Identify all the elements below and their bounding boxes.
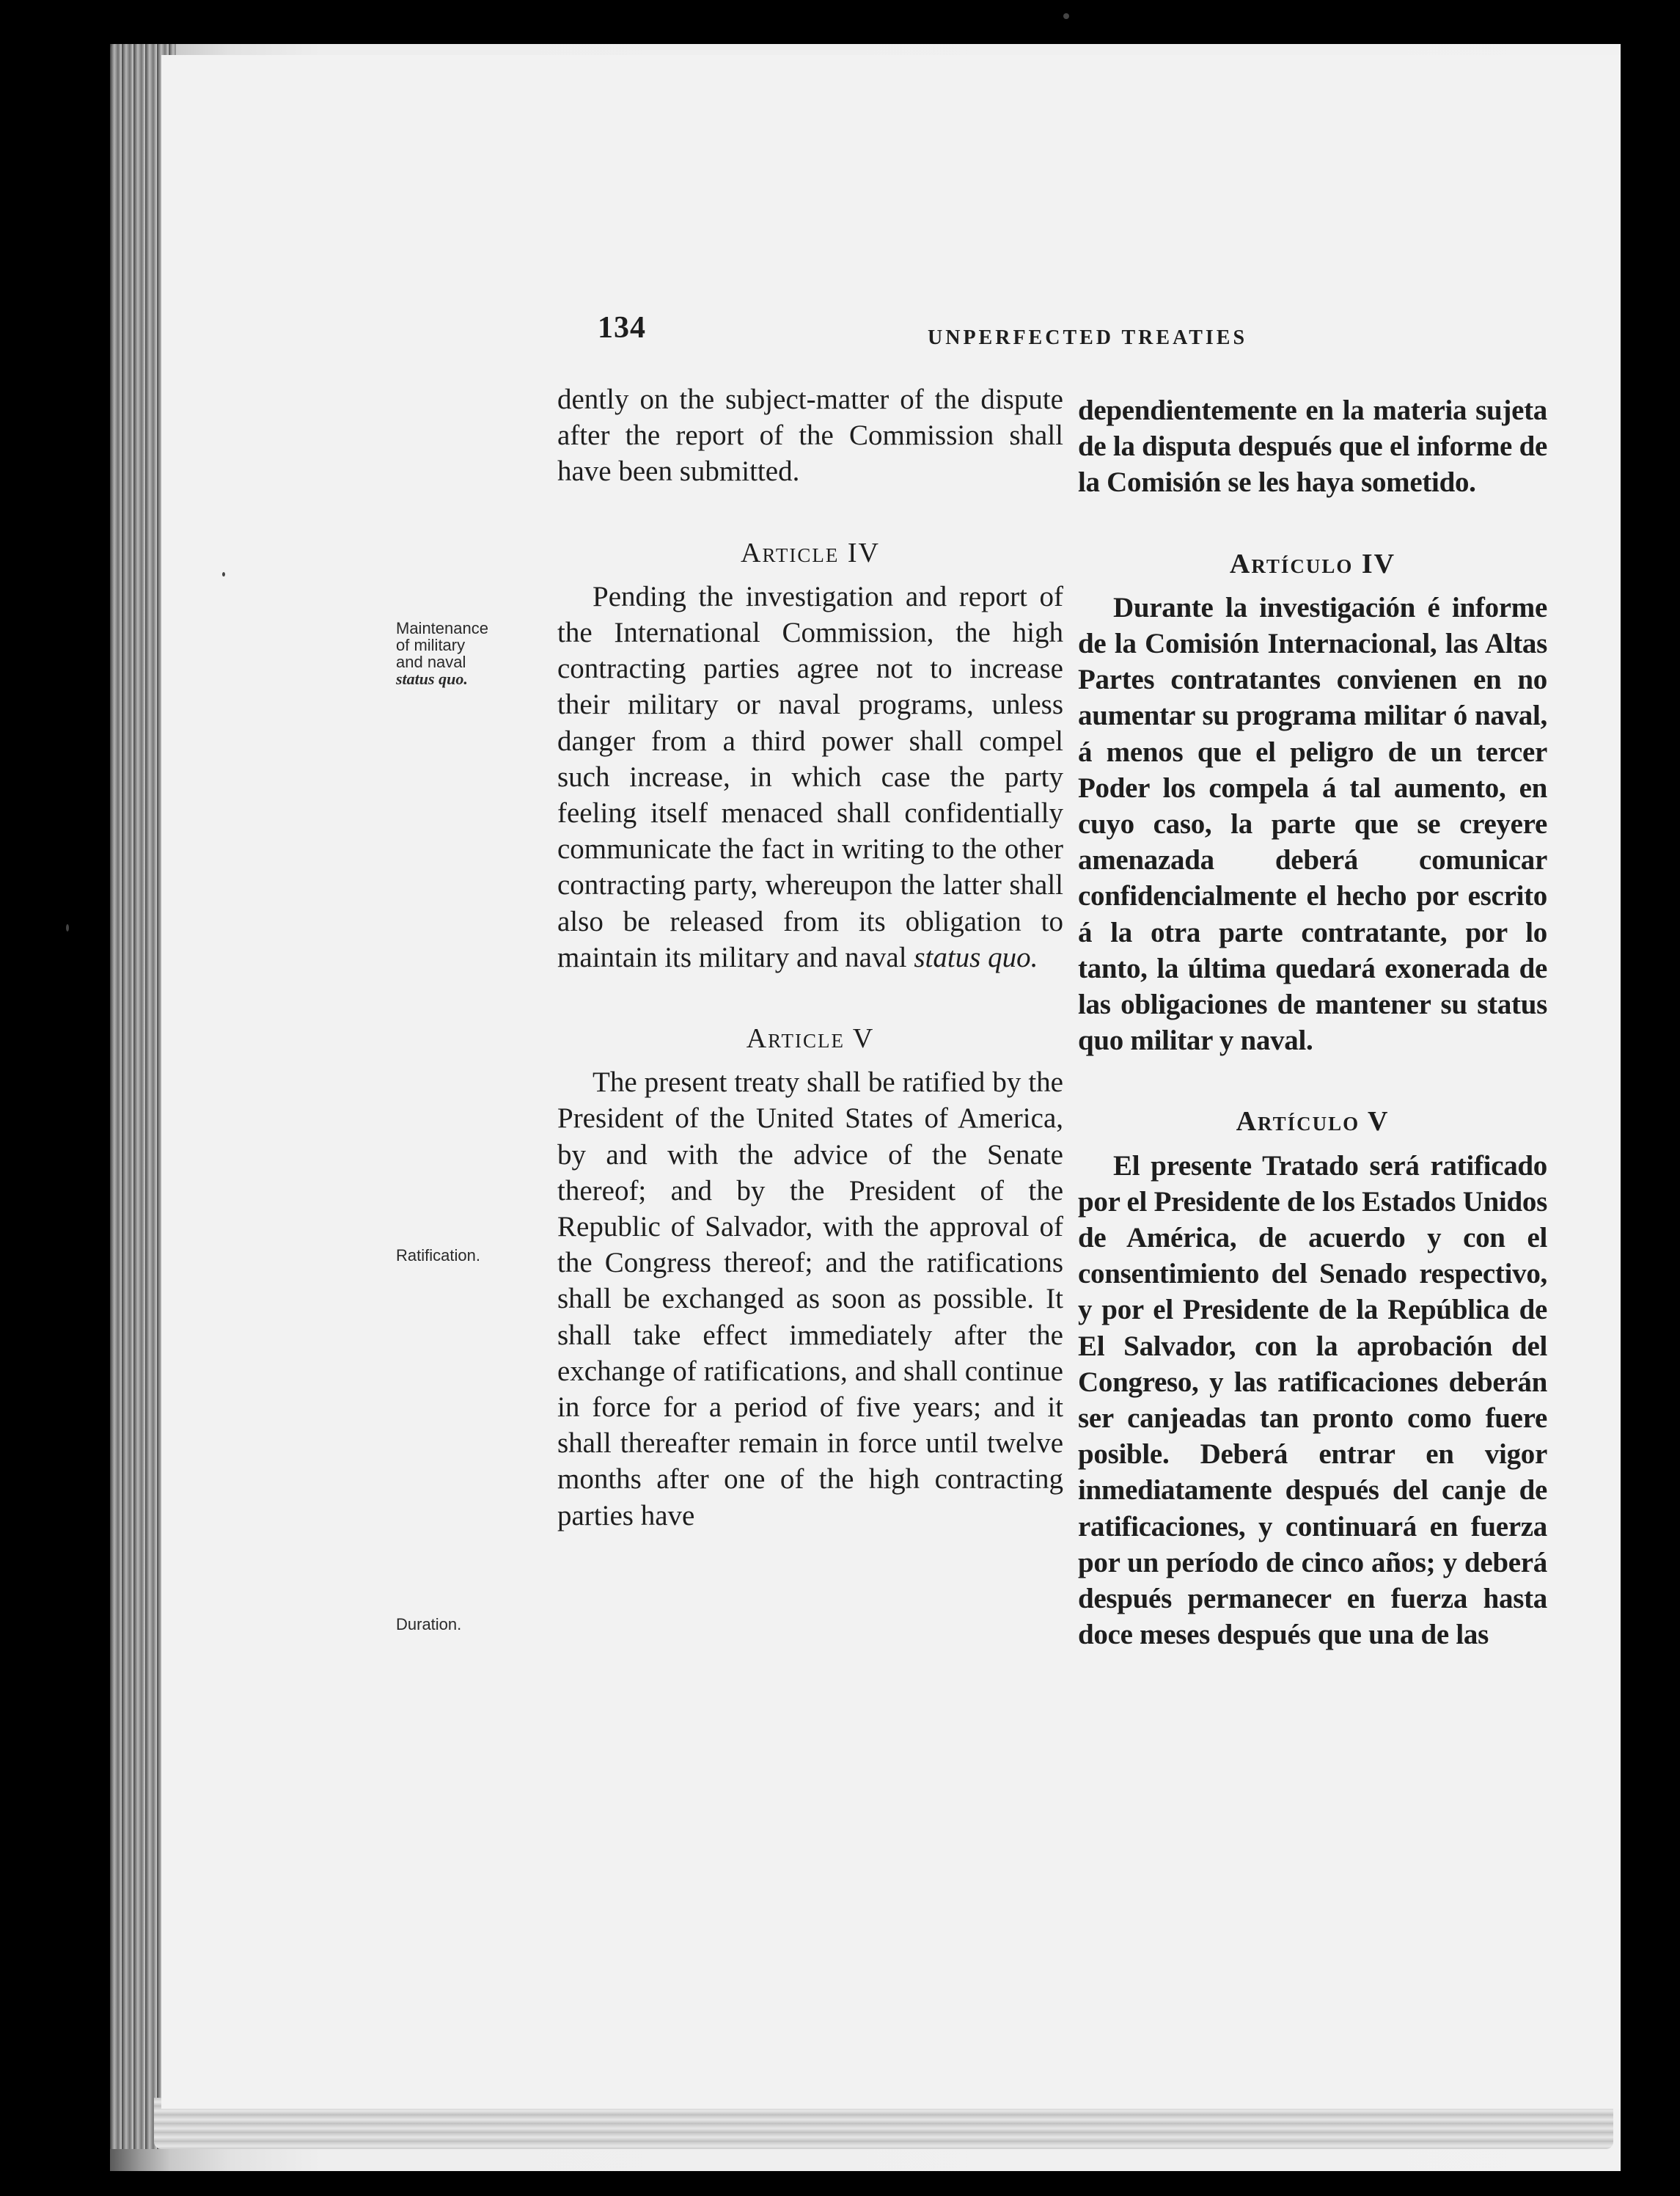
english-article-iv-body: Pending the investigation and report of the International Commission, the high contracting parties agree not to increase their military or naval programs, unless danger from a third power shall compel such increase, in which case the party feeling itself menaced shall confidentially communicate the fact in writing to the other contracting party, whereupon the latter shall also be released from its obligation to maintain its military and naval xyxy=(557,580,1063,973)
scan-speck xyxy=(66,924,69,932)
spanish-continuation: dependientemente en la materia sujeta de la disputa después que el informe de la Comisión se les haya sometido. xyxy=(1078,395,1547,499)
margin-note-line: of military xyxy=(396,636,466,654)
english-article-iv-heading: Article IV xyxy=(741,537,880,568)
english-column xyxy=(557,381,1063,1534)
spanish-articulo-iv-text: Durante la investigación é informe de la Comisión Internacional, las Altas Partes contratantes convienen en no aumentar su programa militar ó naval, á menos que el peligro de un tercer Poder los compela á tal aumento, en cuyo caso, la parte que se creyere amenazada deberá comunicar confidencialmente el hecho por escrito á la otra parte contratante, por lo tanto, la última quedará exonerada de las obligaciones de mantener su status quo militar y naval. xyxy=(1078,591,1547,1057)
running-title: UNPERFECTED TREATIES xyxy=(928,326,1248,349)
margin-note-ratification: Ratification. xyxy=(396,1246,480,1264)
english-article-iv-text xyxy=(557,579,1063,976)
margin-note-duration: Duration. xyxy=(396,1615,462,1633)
spanish-articulo-v-heading: Artículo V xyxy=(1236,1106,1390,1138)
english-article-iv-italic: status quo. xyxy=(914,941,1038,973)
english-continuation: dently on the subject-matter of the dispute after the report of the Commission shall have been submitted. xyxy=(557,384,1063,488)
english-article-v-heading: Article V xyxy=(746,1023,875,1055)
scan-speck xyxy=(222,572,225,577)
margin-note-line: and naval xyxy=(396,653,466,671)
spanish-articulo-iv-heading: Artículo IV xyxy=(1229,548,1396,579)
margin-note-line: Maintenance xyxy=(396,619,488,637)
margin-note-maintenance xyxy=(396,620,550,687)
page-number: 134 xyxy=(598,311,646,345)
spanish-articulo-v-text: El presente Tratado será ratificado por el Presidente de los Estados Unidos de América, de acuerdo y con el consentimiento del Senado respectivo, y por el Presidente de la República de El Salvador, con la aprobación del Congreso, y las ratificaciones deberán ser canjeadas tan pronto como fuere posible. Deberá entrar en vigor inmediatamente después del canje de ratificaciones, y continuará en fuerza por un período de cinco años; y deberá después permanecer en fuerza hasta doce meses después que una de las xyxy=(1078,1149,1547,1651)
margin-note-line: status quo. xyxy=(396,670,468,688)
running-head xyxy=(598,297,1624,363)
scan-speck xyxy=(1063,13,1069,19)
english-article-v-text: The present treaty shall be ratified by the President of the United States of America, by and with the advice of the Senate thereof; and by the President of the Republic of Salvador, with the approval of the Congress thereof; and the ratifications shall be exchanged as soon as possible. It shall take effect immediately after the exchange of ratifications, and shall continue in force for a period of five years; and it shall thereafter remain in force until twelve months after one of the high contracting parties have xyxy=(557,1066,1063,1531)
spanish-column xyxy=(1078,392,1547,1653)
